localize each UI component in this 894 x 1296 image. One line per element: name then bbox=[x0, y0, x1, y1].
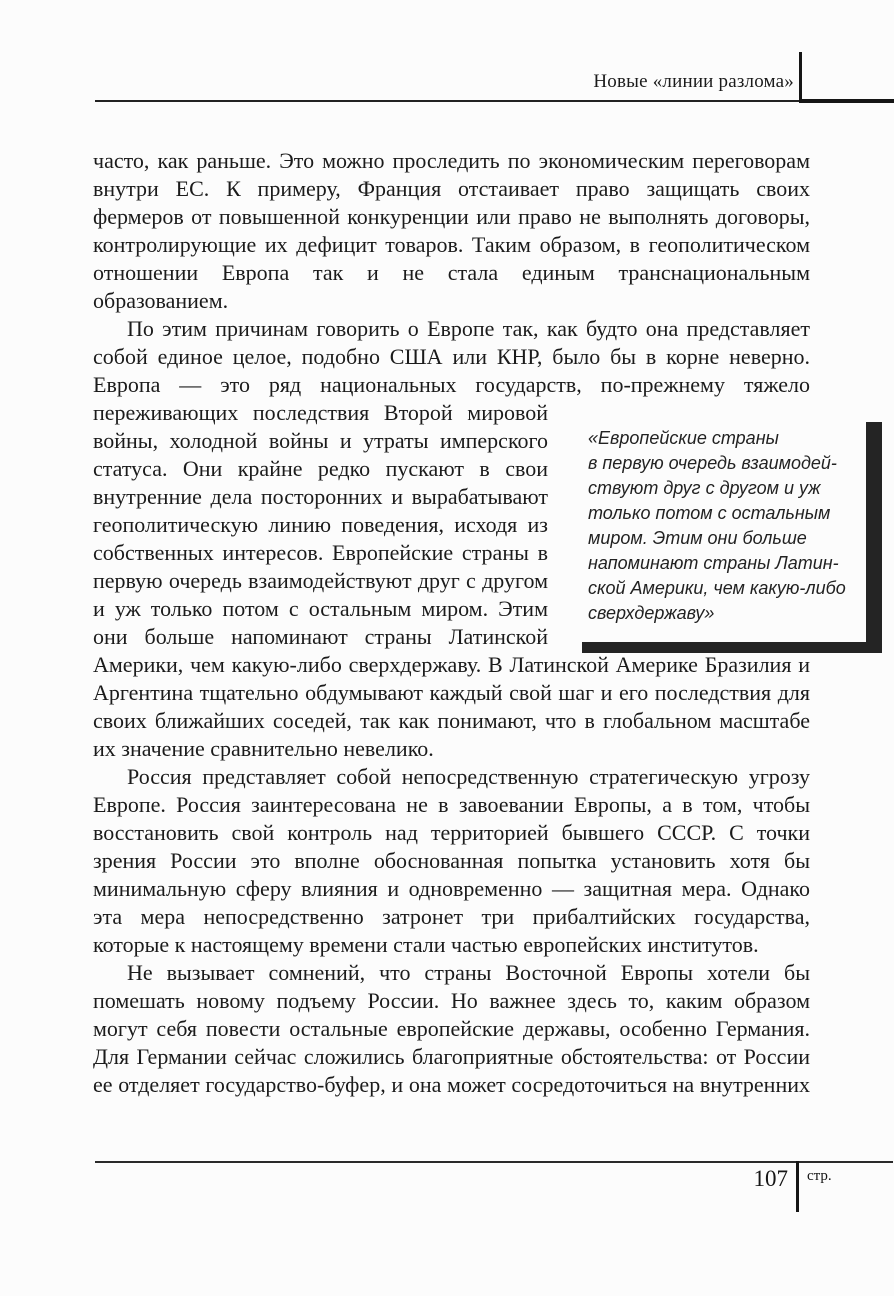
pullquote-line: только потом с остальным bbox=[588, 503, 831, 523]
body-text bbox=[93, 147, 846, 1099]
paragraph-continuation: часто, как раньше. Это можно проследить по экономическим переговорам внутри ЕС. К примеру, Франция отстаивает право защищать своих фермеров от повышенной конкуренции или право не выполнять договоры, контролирующие их дефицит товаров. Таким образом, в геополитическом отношении Европа так и не стала единым транснациональным образованием. bbox=[93, 148, 810, 313]
page-number: 107 bbox=[753, 1166, 788, 1191]
pullquote-line: миром. Этим они больше bbox=[588, 528, 807, 548]
header-tick-divider bbox=[799, 52, 802, 102]
page-number-label: стр. bbox=[807, 1168, 832, 1184]
footer-rule bbox=[95, 1161, 893, 1163]
pullquote-line: ской Америки, чем какую-либо bbox=[588, 578, 846, 598]
paragraph-eastern-europe: Не вызывает сомнений, что страны Восточной Европы хотели бы помешать новому подъему России. Но важнее здесь то, каким образом могут себя повести остальные европейские державы, особенно Германия. Для Германии сейчас сложились благоприятные обстоятельства: от России ее отделяет государство-буфер, и она может сосредоточиться на внутренних bbox=[93, 960, 810, 1097]
running-title: Новые «линии разлома» bbox=[593, 71, 794, 92]
pullquote-line: напоминают страны Латин- bbox=[588, 553, 839, 573]
paragraph-russia: Россия представляет собой непосредственную стратегическую угрозу Европе. Россия заинтересована не в завоевании Европы, а в том, чтобы восстановить свой контроль над территорией бывшего СССР. С точки зрения России это вполне обоснованная попытка установить хотя бы минимальную сферу влияния и одновременно — защитная мера. Однако эта мера непосредственно затронет три прибалтийских государства, которые к настоящему времени стали частью европейских институтов. bbox=[93, 764, 810, 957]
footer-tick-divider bbox=[796, 1161, 799, 1212]
header-rule bbox=[95, 100, 894, 102]
paragraph-europe-intro: По этим причинам говорить о Европе так, как будто она представляет собой единое целое, подобно США или КНР, было бы в корне неверно. Европа — это ряд национальных государств, по-прежнему тяжело bbox=[93, 316, 810, 397]
pullquote-line: ствуют друг с другом и уж bbox=[588, 478, 821, 498]
paragraph-europe-wrap-text: переживающих последствия Второй мировой войны, холодной войны и утраты имперского статуса. Они крайне редко пускают в свои внутренние дела посторонних и вырабатывают геополитическую линию поведения, исходя из собственных интересов. Европейские страны в первую очередь взаимодействуют друг с другом и уж только потом с остальным миром. Этим они больше напоминают страны Латинской Америки, чем какую-либо сверхдержаву. В Латинской Америке Бразилия и Аргентина тщательно обдумывают каждый свой шаг и его последствия для своих ближайших соседей, так как понимают, что в глобальном масштабе их значение сравнительно невелико. bbox=[93, 400, 810, 761]
pullquote-line: «Европейские страны bbox=[588, 428, 779, 448]
pullquote-line: в первую очередь взаимодей- bbox=[588, 453, 837, 473]
pullquote-line: сверхдержаву» bbox=[588, 603, 715, 623]
pullquote-box bbox=[566, 411, 866, 642]
header-rule-right bbox=[799, 99, 894, 103]
